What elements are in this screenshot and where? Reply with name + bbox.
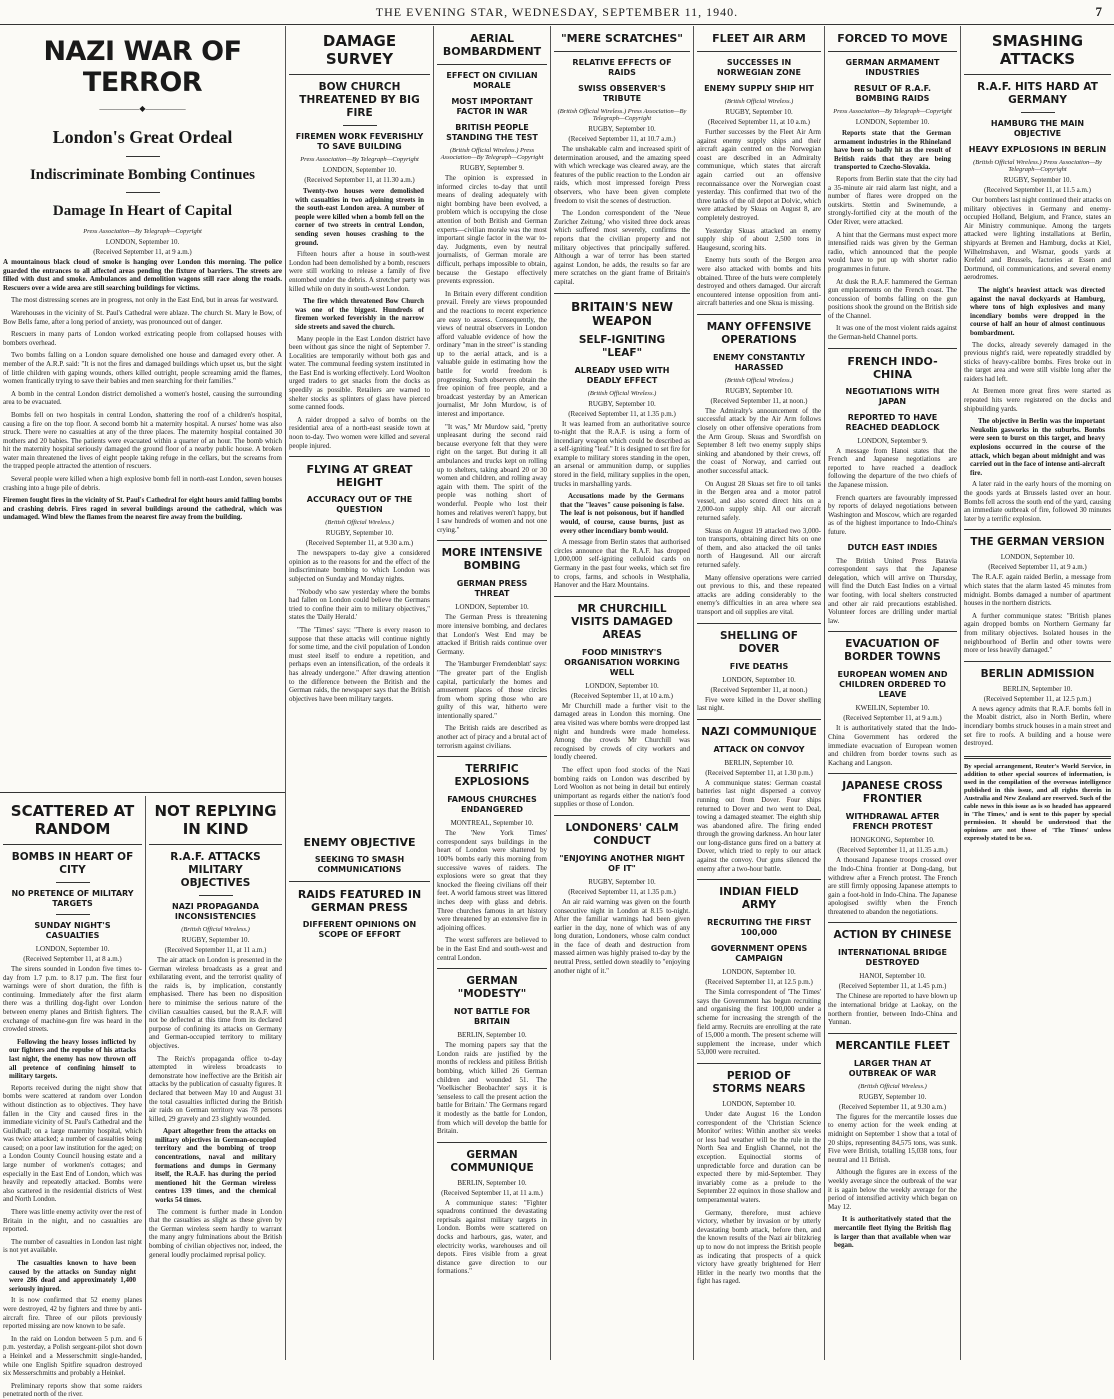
paragraph: Many offensive operations were carried out previous to this, and these repeated attacks are adding considerably to the enemy's difficulties in an area where sea transport and oil supplies are vital. <box>697 573 821 616</box>
divider <box>343 125 377 126</box>
paragraph: The Reich's propaganda office to-day attempted in wireless broadcasts to demonstrate how ineffective are the British air attacks by the publication of casualty figures. It declared that between May 10 and August 31 the total casualties inflicted during the British air raids on German territory was 78 persons killed, 29 gravely and 23 slightly wounded. <box>149 1054 282 1123</box>
boxed-paragraph: The fire which threatened Bow Church was one of the biggest. Hundreds of firemen worked feverishly in the narrow side streets and saved the church. <box>295 297 424 331</box>
paragraph: Several people were killed when a high explosive bomb fell in north-east London, seven houses crashing into a huge pile of debris. <box>3 475 282 492</box>
dateline: BERLIN, September 10. <box>1002 684 1073 693</box>
paragraph: The number of casualties in London last night is not yet available. <box>3 1237 142 1255</box>
column-2 <box>286 26 433 703</box>
boxed-paragraph: The night's heaviest attack was directed against the naval dockyards at Hamburg, where tons of high explosives and many incendiary bombs were dropped in the course of half an hour of almost continuous bombardment. <box>970 285 1105 337</box>
received-line: (Received September 11, at 1.35 p.m.) <box>568 887 676 896</box>
kicker: FOOD MINISTRY'S ORGANISATION WORKING WELL <box>564 647 680 677</box>
kicker: HEAVY EXPLOSIONS IN BERLIN <box>968 145 1107 154</box>
boxed-paragraph: Accusations made by the Germans that the "leaves" cause poisoning is false. The leaf is not poisonous, but if handled would, of course, cause burns, just as every other incendiary bomb would. <box>560 492 684 535</box>
paragraph: A communique states: German coastal batteries last night dispersed a convoy running out from Dover. Four ships returned to Dover and two went to Deal, towing a damaged steamer. The eighth ship was abandoned afire. The firing ended through the growing darkness. An hour later our long-distance guns fired on a battery at Dover, which tried to reply to our attack against the convoy. Our guns silenced the enemy after a two-hour battle. <box>697 778 821 873</box>
paragraph: Our bombers last night continued their attacks on military objectives in Germany and enemy-occupied Holland, Belgium, and France, states an Air Ministry communique. Among the targets attacked were lighting installations at Berlin, shipyards at Bremen and Hamburg, docks at Kiel, Wilhelmshaven, and Wismar, goods yards at Krefeld and Brussels, factories at Essen and Dortmund, oil communications, and several enemy aerodromes. <box>964 196 1111 282</box>
paragraph: Enemy huts south of the Bergen area were also attacked with bombs and hits obtained. Three of the huts were completely destroyed and others damaged. Our aircraft encountered intense opposition from anti-aircraft batteries and one Skua is missing. <box>697 256 821 308</box>
paragraph: The effect upon food stocks of the Nazi bombing raids on London was described by Lord Woolton as not being in detail but entirely unimportant as regards either the nation's food supplies or those of London. <box>554 765 690 809</box>
credit-line: (British Official Wireless.) Press Association—By Telegraph—Copyright <box>440 147 544 161</box>
headline-nazi-communique: NAZI COMMUNIQUE <box>701 725 817 738</box>
kicker: NO PRETENCE OF MILITARY TARGETS <box>11 889 134 908</box>
boxed-paragraph: Twenty-two houses were demolished with casualties in two adjoining streets in the south-east London area. A number of people were killed when a bomb fell on the corner of two streets in central London, sending seven houses crashing to the ground. <box>295 187 424 247</box>
divider <box>149 844 282 845</box>
paragraph: The opinion is expressed in informed circles to-day that until means of dealing adequately with night bombing have been evolved, a problem which is occupying the close attention of both British and German experts—civilian morale was the most important single factor in the war to-day. Judgments, even by neutral journalists, of German morale are difficult, perhaps impossible to obtain, because the Gestapo effectively prevents expression. <box>437 174 547 286</box>
divider <box>437 756 547 757</box>
headline-period-of-storms: PERIOD OF STORMS NEARS <box>712 1070 806 1095</box>
headline-scattered-at-random: SCATTERED AT RANDOM <box>10 802 135 838</box>
received-line: (Received September 11, at 9.30 a.m.) <box>305 539 414 548</box>
dateline: BERLIN, September 10. <box>724 758 794 767</box>
received-line: (Received September 11, at noon.) <box>710 396 808 405</box>
column-4 <box>551 26 693 1360</box>
dateline: LONDON, September 10. <box>585 681 659 690</box>
paragraph: Yesterday Skuas attacked an enemy supply ship of about 2,500 tons in Haugesund, scoring hits. <box>697 226 821 252</box>
paragraph: The British United Press Batavia correspondent says that the Japanese delegation, which will arrive on Thursday, will find the Dutch East Indies on a virtual war footing, with local shelters constructed and other air raid precautions established. Volunteer forces are drilling under martial law. <box>828 556 957 625</box>
headline-more-intensive-bombing: MORE INTENSIVE BOMBING <box>441 547 543 573</box>
received-line: (Received September 11, at 1.35 p.m.) <box>568 409 676 418</box>
credit-line: (British Official Wireless.) <box>858 1082 927 1090</box>
headline-german-version: THE GERMAN VERSION <box>970 536 1105 549</box>
dateline: LONDON, September 9. <box>857 436 928 445</box>
paragraph: It was one of the most violent raids against the German-held Channel ports. <box>828 324 957 342</box>
credit-line: Press Association—By Telegraph—Copyright <box>83 228 202 235</box>
kicker: SELF-IGNITING "LEAF" <box>578 333 666 359</box>
kicker: SWISS OBSERVER'S TRIBUTE <box>578 84 666 103</box>
masthead <box>0 0 1114 25</box>
headline-german-modesty: GERMAN "MODESTY" <box>457 975 527 1001</box>
paragraph: Preliminary reports show that some raiders penetrated north of the river. <box>3 1381 142 1399</box>
headline-japanese-cross-frontier: JAPANESE CROSS FRONTIER <box>842 780 943 806</box>
kicker: NEGOTIATIONS WITH JAPAN <box>845 386 940 406</box>
dateline: RUGBY, September 10. <box>725 386 793 395</box>
headline-londons-great-ordeal: London's Great Ordeal <box>52 127 233 147</box>
divider <box>437 64 547 65</box>
boxed-paragraph: Following the heavy losses inflicted by our fighters and the repulse of his attacks last night, the enemy has now thrown off all pretence of confining himself to military targets. <box>9 1037 136 1081</box>
divider <box>828 631 957 632</box>
divider <box>289 881 430 882</box>
paragraph: Reports received during the night show that bombs were scattered at random over London without distinction as to objectives. They have fallen in the City and caused fires in the immediate vicinity of St. Paul's Cathedral and the Guildhall; on a large maternity hospital, which was twice attacked; a number of casualties being caused; on a poor law institution for the aged; on a London County Council housing estate and a large number of workmen's cottages; and especially in the East End of London, which was heavily and repeatedly attacked. Bombs were also scattered in the residential districts of West and North London. <box>3 1083 142 1204</box>
credit-line: Press Association—By Telegraph—Copyright <box>300 156 419 163</box>
paragraph: The London correspondent of the 'Neue Zuricher Zeitung,' who visited three dock areas which suffered most severely, confirms the reports that the civilian property and not military objectives that principally suffered. Although a war of terror has been started against London, he adds, the results so far are mere scratches on the giant frame of Britain's capital. <box>554 209 690 286</box>
dateline: LONDON, September 10. <box>322 166 397 174</box>
received-line: (Received September 11, at 12.5 p.m.) <box>705 978 813 987</box>
paragraph: "It was," Mr Murdow said, "pretty unpleasant during the second raid because everyone felt that they were right on the target. But during it all ambulances and trucks kept on rolling up to shelters, taking aboard 20 or 30 women and children, and rolling away again with them. The spirit of the people was nothing short of wonderful. People who lost their homes and relatives weren't happy, but I saw hundreds of women and not one crying." <box>437 422 547 534</box>
kicker: R.A.F. HITS HARD AT GERMANY <box>977 81 1098 106</box>
section-rule <box>0 792 285 793</box>
credit-line: Press Association—By Telegraph—Copyright <box>833 108 952 115</box>
divider <box>126 156 160 157</box>
received-line: (Received September 11, at 11.5 a.m.) <box>984 186 1091 194</box>
dateline: RUGBY, September 10. <box>1003 176 1072 184</box>
copyright-note: By special arrangement, Reuter's World Service, in addition to other special sources of information, is used in the compilation of the overseas intelligence published in this issue, and all rights therein in Australia and New Zealand are reserved. Such of the cable news in this issue as is so headed has appeared in 'The Times,' and is sent to this paper by special permission. It should be understood that the opinions are not those of 'The Times' unless expressly stated to be so. <box>964 762 1111 842</box>
headline-indiscriminate-bombing: Indiscriminate Bombing Continues <box>29 167 256 183</box>
dateline: LONDON, September 10. <box>722 968 796 977</box>
credit-line: (British Official Wireless.) <box>724 98 794 105</box>
paragraph: Warehouses in the vicinity of St. Paul's Cathedral were ablaze. The church St. Mary le Bow, of Bow Bells fame, after a long period of anxiety, was pronounced out of danger. <box>3 308 282 326</box>
kicker: R.A.F. ATTACKS MILITARY OBJECTIVES <box>170 851 261 889</box>
kicker: NAZI PROPAGANDA INCONSISTENCIES <box>172 902 259 921</box>
kicker: RESULT OF R.A.F. BOMBING RAIDS <box>853 84 931 103</box>
paragraph: It was learned from an authoritative source to-night that the R.A.F. is using a form of incendiary weapon which could be described as a self-igniting "leaf." It is designed to set fire for example to military stores standing in the open, an arsenal or ammunition dump, or supplies stored in the field, military supplies in the open, trucks in marshalling yards. <box>554 419 690 488</box>
received-line: (Received September 11, at 1.45 p.m.) <box>838 982 947 991</box>
paragraph: A message from Berlin states that authorised circles announce that the R.A.F. has dropped 1,000,000 self-igniting celluloid cards on Germany in the past four weeks, which set fire to crops, farms, and schools in Westphalia, Hanover and the Harz Mountains. <box>554 538 690 590</box>
received-line: (Received September 11, at 11.35 a.m.) <box>837 846 948 855</box>
column-1b <box>0 796 145 1399</box>
kicker: ACCURACY OUT OF THE QUESTION <box>306 495 413 515</box>
dateline: LONDON, September 10. <box>105 238 180 246</box>
kicker: GERMAN ARMAMENT INDUSTRIES <box>845 58 940 77</box>
paragraph: The comment is further made in London that the casualties as slight as these given by the German wireless seem hardly to warrant the many angry fulminations about the British bombing of civilian objectives nor, indeed, the general loudly proclaimed reprisal policy. <box>149 1207 282 1259</box>
headline-forced-to-move: FORCED TO MOVE <box>837 32 948 45</box>
kicker: NOT BATTLE FOR BRITAIN <box>453 1007 531 1027</box>
paragraph: A message from Hanoi states that the French and Japanese negotiations are reported to have reached a deadlock following the departure of the two chiefs of the Japanese mission. <box>828 446 957 490</box>
paragraph: Rescuers in many parts of London worked extricating people from collapsed houses with bombers overhead. <box>3 330 282 347</box>
credit-line: (British Official Wireless.) <box>587 389 657 397</box>
divider <box>697 51 821 52</box>
paragraph: There was little enemy activity over the rest of Britain in the night, and no casualties are reported. <box>3 1208 142 1234</box>
paragraph: The sirens sounded in London five times to-day from 1.7 p.m. to 8.17 p.m. The first four warnings were of short duration, the fifth is continuing. Immediately after the first alarm there was a thrilling dog-fight over London between enemy planes and British fighters. The exchange of machine-gun fire was heard in the crowded streets. <box>3 965 142 1034</box>
headline-german-communique: GERMAN COMMUNIQUE <box>450 1148 534 1174</box>
kicker: ALREADY USED WITH DEADLY EFFECT <box>574 365 670 385</box>
column-7 <box>961 26 1114 1360</box>
paragraph: An air raid warning was given on the fourth consecutive night in London at 8.15 to-night. After the familiar warnings had been given earlier in the day, none of which was of any long duration, Londoners, whose calm conduct in the face of death and destruction from massed airmen was highly praised to-day by the neutral Press, settled down steadily to "enjoying another night of it." <box>554 897 690 975</box>
paragraph: It is now confirmed that 52 enemy planes were destroyed, 42 by fighters and three by anti-aircraft fire. Three of our pilots previously reported missing are now known to be safe. <box>3 1296 142 1331</box>
paragraph: Further successes by the Fleet Air Arm against enemy supply ships and their aircraft again centred on the Norwegian coast are described in an Admiralty communique, which states that aircraft again carried out an offensive reconnaissance over the Norwegian coast yesterday. This confirmed that two of the three tanks of the oil depot at Dolvic, which were attacked by Skuas on August 8, are completely destroyed. <box>697 128 821 222</box>
kicker: SEEKING TO SMASH COMMUNICATIONS <box>314 855 405 874</box>
paragraph: On August 28 Skuas set fire to oil tanks in the Bergen area and a motor patrol vessel, and also scored direct hits on a 2,000-ton supply ship. All our aircraft returned safely. <box>697 479 821 522</box>
paragraph: Many people in the East London district have been without gas since the night of September 7. Localities are temporarily without both gas and water. The communal feeding system instituted in the East End is working effectively. Lord Woolton urged traders to get snacks from the docks as speedily as possible. Retailers are warned to shelter stocks as splinters of glass have pierced some canned foods. <box>289 334 430 412</box>
headline-not-replying-in-kind: NOT REPLYING IN KIND <box>154 802 277 838</box>
divider <box>697 719 821 720</box>
paragraph: At Bremen more great fires were started as repeated hits were registered on the docks and shipbuilding yards. <box>964 387 1111 413</box>
dateline: MONTREAL, September 10. <box>450 819 534 828</box>
paragraph: The British raids are described as another act of piracy and a brutal act of terrorism against civilians. <box>437 724 548 750</box>
headline-aerial-bombardment: AERIAL BOMBARDMENT <box>442 32 542 58</box>
paragraph: A bomb in the central London district demolished a women's hostel, causing the surrounding area to be evacuated. <box>3 389 282 407</box>
headline-mercantile-fleet: MERCANTILE FLEET <box>835 1039 950 1052</box>
kicker: MOST IMPORTANT FACTOR IN WAR <box>451 97 533 116</box>
received-line: (Received September 11, at 11 a.m.) <box>164 946 267 954</box>
kicker: EFFECT ON CIVILIAN MORALE <box>446 71 538 90</box>
headline-terrific-explosions: TERRIFIC EXPLOSIONS <box>454 763 530 789</box>
received-line: (Received September 11, at 10.7 a.m.) <box>568 135 676 143</box>
divider <box>828 348 957 349</box>
headline-fleet-air-arm: FLEET AIR ARM <box>712 32 806 45</box>
paragraph: A raider dropped a salvo of bombs on the residential area of a north-east seaside town at noon to-day. Two women were killed and several people injured. <box>289 415 430 450</box>
headline-french-indo-china: FRENCH INDO-CHINA <box>847 354 938 381</box>
paragraph: In the raid on London between 5 p.m. and 6 p.m. yesterday, a Polish sergeant-pilot shot down a Heinkel and a Messerschmitt single-handed, while one English Spitfire squadron destroyed six Messerschmitts and probably a Heinkel. <box>3 1334 142 1378</box>
headline-many-offensive-operations: MANY OFFENSIVE OPERATIONS <box>706 320 812 346</box>
headline-raids-featured: RAIDS FEATURED IN GERMAN PRESS <box>297 888 422 914</box>
dateline: RUGBY, September 10. <box>588 125 656 133</box>
kicker: GOVERNMENT OPENS CAMPAIGN <box>710 944 808 964</box>
boxed-paragraph: It is authoritatively stated that the mercantile fleet flying the British flag is larger than that available when war began. <box>834 1215 951 1250</box>
divider <box>554 293 690 294</box>
dateline: LONDON, September 10. <box>855 118 930 126</box>
divider <box>828 1033 957 1034</box>
dateline: KWEILIN, September 10. <box>855 704 930 713</box>
divider <box>697 879 821 880</box>
lead-paragraph: A mountainous black cloud of smoke is hanging over London this morning. The police guarded the entrances to all affected areas pending the fixture of barriers. The streets are filled with dust and smoke. Ambulances and demolition wagons still race along the roads. Rescuers over a wide area are still searching buildings for victims. <box>3 258 282 292</box>
masthead-title: THE EVENING STAR, WEDNESDAY, SEPTEMBER 11, 1940. <box>375 5 739 19</box>
paragraph: "The 'Times' says: "There is every reason to suppose that these attacks will continue nightly for some time, and the civil population of London must steel itself to endure a repetition, and perhaps even an intensification, of the ordeals it has already undergone." After drawing attention to the difference between the British and the German raids, the newspaper says that the British objectives have been military targets. <box>289 625 430 703</box>
credit-line: (British Official Wireless.) <box>181 926 250 933</box>
kicker: WITHDRAWAL AFTER FRENCH PROTEST <box>845 812 940 832</box>
divider <box>126 192 160 193</box>
paragraph: It is authoritatively stated that the Indo-China Government has ordered the immediate evacuation of European women and children from border towns such as Kachang and Langson. <box>828 724 957 767</box>
divider <box>437 540 547 541</box>
boxed-paragraph: Apart altogether from the attacks on military objectives in German-occupied territory and the bombing of troop concentrations, naval and military formations and dumps in Germany itself, the R.A.F. has during the period mentioned hit the German wireless centres 139 times, and the chemical works 54 times. <box>155 1127 276 1205</box>
column-3 <box>434 26 550 1360</box>
headline-damage-in-heart: Damage In Heart of Capital <box>52 203 233 219</box>
divider <box>697 623 821 624</box>
kicker: FAMOUS CHURCHES ENDANGERED <box>447 795 537 815</box>
paragraph: A communique states: "Fighter squadrons continued the devastating reprisals against military targets in London. Bombs were scattered on docks and harbours, gas, water, and electricity works, warehouses and oil depots. Fires visible from a great distance gave direction to our formations." <box>437 1198 547 1276</box>
paragraph: The unshakable calm and increased spirit of determination aroused, and the amazing speed with which wreckage was cleared away, are the features of the public reaction to the London air raids, which most impressed foreign Press observers, who have been given complete freedom to visit the scenes of destruction. <box>554 145 690 205</box>
dateline: LONDON, September 10. <box>35 945 110 953</box>
divider <box>289 74 430 75</box>
kicker: SUCCESSES IN NORWEGIAN ZONE <box>717 58 801 77</box>
dateline: LONDON, September 10. <box>722 1100 796 1108</box>
kicker: RECRUITING THE FIRST 100,000 <box>707 918 811 938</box>
received-line: (Received September 11, at 10 a.m.) <box>571 691 673 700</box>
paragraph: A further communique states: "British planes again dropped bombs on Northern Germany far from military objectives. Isolated houses in the neighbourhood of Berlin and other towns were more or less heavily damaged." <box>964 611 1111 655</box>
divider <box>964 74 1111 75</box>
paragraph: The worst sufferers are believed to be in the East End and south-west and central London. <box>437 936 547 962</box>
paragraph: Fifteen hours after a house in south-west London had been demolished by a bomb, rescuers were still working to release a family of five entombed under the debris. A stretcher party was killed while on duty in south-west London. <box>289 250 430 293</box>
headline-smashing-attacks: SMASHING ATTACKS <box>991 32 1084 68</box>
dateline: RUGBY, September 10. <box>325 529 394 538</box>
divider <box>1021 112 1055 113</box>
kicker: LARGER THAN AT OUTBREAK OF WAR <box>848 1058 937 1078</box>
kicker: GERMAN PRESS THREAT <box>456 579 528 599</box>
paragraph: French quarters are favourably impressed by reports of delayed negotiations between Washington and Moscow, which are regarded as of the highest importance to Indo-China's future. <box>828 493 957 536</box>
received-line: (Received September 11, at 9.30 a.m.) <box>838 1102 947 1111</box>
received-line: (Received September 11, at 1.30 p.m.) <box>705 768 813 777</box>
dateline: RUGBY, September 9. <box>459 164 525 172</box>
headline-mere-scratches: "MERE SCRATCHES" <box>560 32 684 45</box>
divider <box>56 914 90 915</box>
received-line: (Received September 11, at 9 a.m.) <box>93 248 192 256</box>
headline-indian-field-army: INDIAN FIELD ARMY <box>719 886 799 912</box>
kicker: BOW CHURCH THREATENED BY BIG FIRE <box>299 81 420 119</box>
divider <box>828 922 957 923</box>
divider <box>964 529 1111 530</box>
paragraph: The most distressing scenes are in progress, not only in the East End, but in areas far westward. <box>11 296 279 305</box>
paragraph-bold: Firemen fought fires in the vicinity of St. Paul's Cathedral for eight hours amid falling bombs and crashing debris. Fires raged in several buildings around the cathedral, which was undamaged. Wind blew the flames from the nearest fire away from the building. <box>3 496 282 522</box>
kicker: ENEMY CONSTANTLY HARASSED <box>712 352 806 372</box>
paragraph: Five were killed in the Dover shelling last night. <box>697 695 821 713</box>
dateline: RUGBY, September 10. <box>588 877 656 886</box>
received-line: (Received September 11, at 9 a.m.) <box>988 563 1087 572</box>
page-number: 7 <box>1095 4 1102 19</box>
received-line: (Received September 11, at 8 a.m.) <box>23 955 122 963</box>
headline-damage-survey: DAMAGE SURVEY <box>322 32 397 68</box>
kicker: DIFFERENT OPINIONS ON SCOPE OF EFFORT <box>302 920 417 939</box>
dateline: HANOI, September 10. <box>859 972 926 981</box>
column-2c <box>146 796 285 1360</box>
paragraph: Two bombs falling on a London square demolished one house and damaged every other. A member of the A.R.P. said: "It is not the fires and damaged buildings which upset us, but the sight of little children with gaping wounds, others killed outright, people screaming amid the flames, women frantically trying to save their babies and men searching for their families." <box>3 351 282 386</box>
dateline: LONDON, September 10. <box>1000 553 1075 562</box>
paragraph: Under date August 16 the London correspondent of the 'Christian Science Monitor' writes: Within another six weeks or less bad weather will be the rule in the North Sea and English Channel, not the exception. Equinoctial storms of unpredictable force and duration can be expected there by mid-September. They invariably come as a prelude to the September 22 equinox in those shallow and temperamental waters. <box>697 1110 821 1204</box>
paragraph: "Nobody who saw yesterday where the bombs had fallen on London could believe the Germans tried to confine their aim to military objectives," states the 'Daily Herald.' <box>289 587 430 622</box>
dateline: HONGKONG, September 10. <box>850 836 935 845</box>
divider <box>56 882 90 883</box>
headline-flying-at-great-height: FLYING AT GREAT HEIGHT <box>306 463 413 490</box>
credit-line: (British Official Wireless.) <box>724 376 794 384</box>
divider <box>437 1142 547 1143</box>
paragraph: Germany, therefore, must achieve victory, whether by invasion or by utterly devastating bomb attack, before then, and the known results of the Nazi air blitzkrieg up to now do not impress the British people as indicating that prospects of a quick victory have greatly brightened for Herr Hitler in the nearly two months that the fight has raged. <box>697 1208 821 1286</box>
divider <box>3 844 142 845</box>
divider <box>697 1063 821 1064</box>
paragraph: A news agency admits that R.A.F. bombs fell in the Moabit district, also in North Berlin, where incendiary bombs struck houses in a main street and set fire to roofs. A building and a house were destroyed. <box>964 704 1111 748</box>
paragraph: Mr Churchill made a further visit to the damaged areas in London this morning. One area visited was where bombs were dropped last night and hundreds were made homeless. Among the crowds Mr Churchill was recognised by crowds of city workers and loudly cheered. <box>554 701 690 762</box>
paragraph: The 'Hamburger Fremdenblatt' says: "The greater part of the English capital, particularly the homes and amusement places of those circles from whom spring those who are guilty of this war, hitherto were intentionally spared." <box>437 660 547 720</box>
credit-line: (British Official Wireless.) Press Association—By Telegraph—Copyright <box>973 159 1102 173</box>
boxed-paragraph: Reports state that the German armament industries in the Rhineland have been so badly hit as the result of British raids that they are being transported to Czecho-Slovakia. <box>834 129 951 172</box>
paragraph: A later raid in the early hours of the morning on the goods yards at Brussels lasted over an hour. Bombs fell across the south end of the yard, causing an immediate outbreak of fire, followed 30 minutes later by a terrific explosion. <box>964 480 1111 523</box>
paragraph: The Simla correspondent of 'The Times' says the Government has begun recruiting and organising the first 100,000 under a scheme for increasing the strength of the field army. Recruits are enrolling at the rate of 15,000 a month. The present scheme will supplement the increase, under which 53,000 were recruited. <box>697 988 821 1057</box>
paragraph: The Admiralty's announcement of the successful attack by the Air Arm follows closely on other offensive operations from the Arm Group. Skuas and Swordfish on September 8 left two enemy supply ships sinking and abandoned by their crews, off the coast of Norway, and carried out another successful attack. <box>697 406 821 476</box>
headline-berlin-admission: BERLIN ADMISSION <box>980 667 1095 680</box>
headline-londoners-calm: LONDONERS' CALM CONDUCT <box>565 821 679 847</box>
kicker: "ENJOYING ANOTHER NIGHT OF IT" <box>559 853 685 873</box>
divider <box>554 51 690 52</box>
headline-shelling-of-dover: SHELLING OF DOVER <box>720 629 798 655</box>
boxed-paragraph: The objective in Berlin was the important Neukolin gasworks in the suburbs. Bombs were seen to burst on this target, and heavy explosions occurred in the course of the attack, which began about midnight and was carried out in the face of intense anti-aircraft fire. <box>970 417 1105 477</box>
divider <box>964 661 1111 662</box>
divider <box>437 968 547 969</box>
headline-enemy-objective: ENEMY OBJECTIVE <box>303 836 416 849</box>
headline-britains-new-weapon: BRITAIN'S NEW WEAPON <box>571 299 673 328</box>
dateline: LONDON, September 10. <box>455 603 529 612</box>
paragraph: A hint that the Germans must expect more intensified raids was given by the German radio, which announced that the people would have to put up with shorter radio programmes in future. <box>828 230 957 273</box>
kicker: INTERNATIONAL BRIDGE DESTROYED <box>838 948 947 968</box>
kicker: SUNDAY NIGHT'S CASUALTIES <box>34 921 111 940</box>
headline-nazi-war-of-terror: NAZI WAR OF TERROR <box>43 36 242 98</box>
paragraph: The docks, already severely damaged in the previous night's raid, were repeatedly straddled by sticks of heavy-calibre bombs. Fires broke out in the target area and were still visible long after the raiders had left. <box>964 340 1111 383</box>
paragraph: The German Press is threatening more intensive bombing, and declares that London's West End may be attacked if British raids continue over Germany. <box>437 613 547 656</box>
divider <box>554 596 690 597</box>
received-line: (Received September 11, at 10 a.m.) <box>708 118 810 126</box>
paragraph: The figures for the mercantile losses due to enemy action for the week ending at midnight on September 1 show that a total of 20 ships, representing 84,575 tons, was sunk. Five were British, totalling 15,038 tons, four neutral and 11 British. <box>828 1112 957 1164</box>
kicker: BOMBS IN HEART OF CITY <box>11 851 134 876</box>
received-line: (Received September 11, at noon.) <box>710 685 808 694</box>
kicker: FIREMEN WORK FEVERISHLY TO SAVE BUILDING <box>295 132 424 151</box>
kicker: HAMBURG THE MAIN OBJECTIVE <box>990 119 1085 138</box>
paragraph: In Britain every different condition prevail. Freely are views propounded and the reactions to recent experience are easy to assess. Consequently, the views of neutral observers in London afford valuable evidence of how the ordinary "man in the street" is standing up to the aerial attack, and is a valuable guide in estimating how the battle for world freedom is progressing. Such observers obtain the free opinion of free people, and a broadcast yesterday by an American journalist, Mr John Murdow, is of interest and importance. <box>437 289 547 419</box>
dateline: RUGBY, September 10. <box>181 936 250 944</box>
paragraph: Bombs fell on two hospitals in central London, shattering the roof of a children's hospital, causing a fire on the top floor. A second bomb hit a maternity hospital. A nurses' home was also struck. There were no casualties at any of the three places. The maternity hospital contained 30 mothers and 20 babies. The patients were evacuated within a quarter of an hour. The bomb which hit the maternity hospital seriously damaged the ground floor of a nearby public house. A broken water main threatened the lives of eight people taking refuge in the cellars, but the screams from the trapped people attracted the attention of rescuers. <box>3 410 282 471</box>
kicker: FIVE DEATHS <box>729 661 789 671</box>
kicker: REPORTED TO HAVE REACHED DEADLOCK <box>845 412 940 432</box>
divider <box>828 51 957 52</box>
ornament: —————◆————— <box>99 104 186 113</box>
divider <box>554 815 690 816</box>
paragraph: The R.A.F. again raided Berlin, a message from which states that the alarm lasted 45 minutes from midnight. Bombs damaged a number of apartment houses in the northern districts. <box>964 573 1111 608</box>
dateline: BERLIN, September 10. <box>457 1031 527 1040</box>
kicker: ENEMY SUPPLY SHIP HIT <box>704 84 814 93</box>
dateline: LONDON, September 10. <box>722 675 796 684</box>
paragraph: At dusk the R.A.F. hammered the German gun emplacements on the French coast. The concussion of bombs falling on the gun positions shook the ground on the British side of the Channel. <box>828 277 957 320</box>
paragraph: Skuas on August 19 attacked two 3,000-ton transports, obtaining direct hits on one of them, and also attacked the oil tanks north of Haugesund. All our aircraft returned safely. <box>697 526 821 569</box>
column-6 <box>825 26 960 1360</box>
column-2-lower <box>286 830 433 1360</box>
dateline: BERLIN, September 10. <box>457 1178 527 1187</box>
received-line: (Received September 11, at 11 a.m.) <box>441 1188 543 1197</box>
credit-line: (British Official Wireless.) Press Association—By Telegraph—Copyright <box>557 108 687 122</box>
boxed-paragraph: The casualties known to have been caused by the attacks on Sunday night were 286 dead and approximately 1,400 seriously injured. <box>9 1259 136 1293</box>
kicker: BRITISH PEOPLE STANDING THE TEST <box>446 123 538 142</box>
paragraph: Although the figures are in excess of the weekly average since the outbreak of the war it is again below the weekly average for the period of intensified activity which began on May 12. <box>828 1168 957 1211</box>
paragraph: The 'New York Times' correspondent says buildings in the heart of London were shattered by 100% bombs early this morning from successive waves of raiders. The explosions were so great that they knocked the fleeing civilians off their feet. A world famous street was littered inches deep with glass and debris. Three churches famous in art history were threatened by an extensive fire in adjoining offices. <box>437 829 547 932</box>
received-line: (Received September 11, at 9 a.m.) <box>843 714 942 723</box>
received-line: (Received September 11, at 12.5 p.m.) <box>983 694 1092 703</box>
divider <box>199 895 233 896</box>
column-5 <box>694 26 824 1360</box>
column-1 <box>0 26 285 818</box>
kicker: EUROPEAN WOMEN AND CHILDREN ORDERED TO LEAVE <box>837 670 948 700</box>
paragraph: The morning papers say that the London raids are justified by the months of reckless and pitiless British bombing, which killed 26 German children and wounded 51. The 'Voelkischer Beobachter' says it is 'senseless to call the present action the battle for Britain.' The Germans regard it modestly as the battle for London, from which will develop the battle for Britain. <box>437 1041 547 1136</box>
headline-action-by-chinese: ACTION BY CHINESE <box>833 929 952 942</box>
divider <box>289 456 430 457</box>
divider <box>964 756 1111 759</box>
dateline: RUGBY, September 10. <box>588 399 656 408</box>
paragraph: A thousand Japanese troops crossed over the Indo-China frontier at Dong-dang, but withdrew after a French protest. The French are still firmly opposing Japanese attempts to gain a foot-hold in Indo-China. The Japanese apologised swiftly when the French threatened to abandon the negotiations. <box>828 856 957 916</box>
received-line: (Received September 11, at 11.30 a.m.) <box>304 176 415 184</box>
paragraph: The air attack on London is presented in the German wireless broadcasts as a great and exhilarating event, and the terrorist quality of the raids is, by implication, constantly emphasised. There has been no disposition here to minimise the serious nature of the civilian casualties caused, but the R.A.F. will not be deflected at this time from its declared purpose of confining its attacks on Germany and German-occupied territory to military objectives. <box>149 956 282 1050</box>
headline-evacuation-border-towns: EVACUATION OF BORDER TOWNS <box>844 638 941 664</box>
dateline: RUGBY, September 10. <box>858 1092 927 1101</box>
credit-line: (British Official Wireless.) <box>325 519 394 527</box>
dateline: RUGBY, September 10. <box>725 108 793 116</box>
divider <box>697 314 821 315</box>
kicker: ATTACK ON CONVOY <box>713 744 805 754</box>
headline-mr-churchill: MR CHURCHILL VISITS DAMAGED AREAS <box>571 602 673 641</box>
kicker: RELATIVE EFFECTS OF RAIDS <box>572 58 672 77</box>
paragraph: The newspapers to-day give a considered opinion as to the reasons for and the effect of the indiscriminate bombing to which London was subjected on Sunday and Monday nights. <box>289 549 430 583</box>
paragraph: The Chinese are reported to have blown up the international bridge at Laokay, on the northern frontier, between Indo-China and Yunnan. <box>828 992 957 1027</box>
headline-dutch-east-indies: DUTCH EAST INDIES <box>847 542 938 552</box>
divider <box>828 773 957 774</box>
paragraph: Reports from Berlin state that the city had a 35-minute air raid alarm last night, and a number of flares were dropped on the outskirts. Stettin and Swinemunde, a strongly-fortified city at the mouth of the Oder River, were attacked. <box>828 174 957 226</box>
